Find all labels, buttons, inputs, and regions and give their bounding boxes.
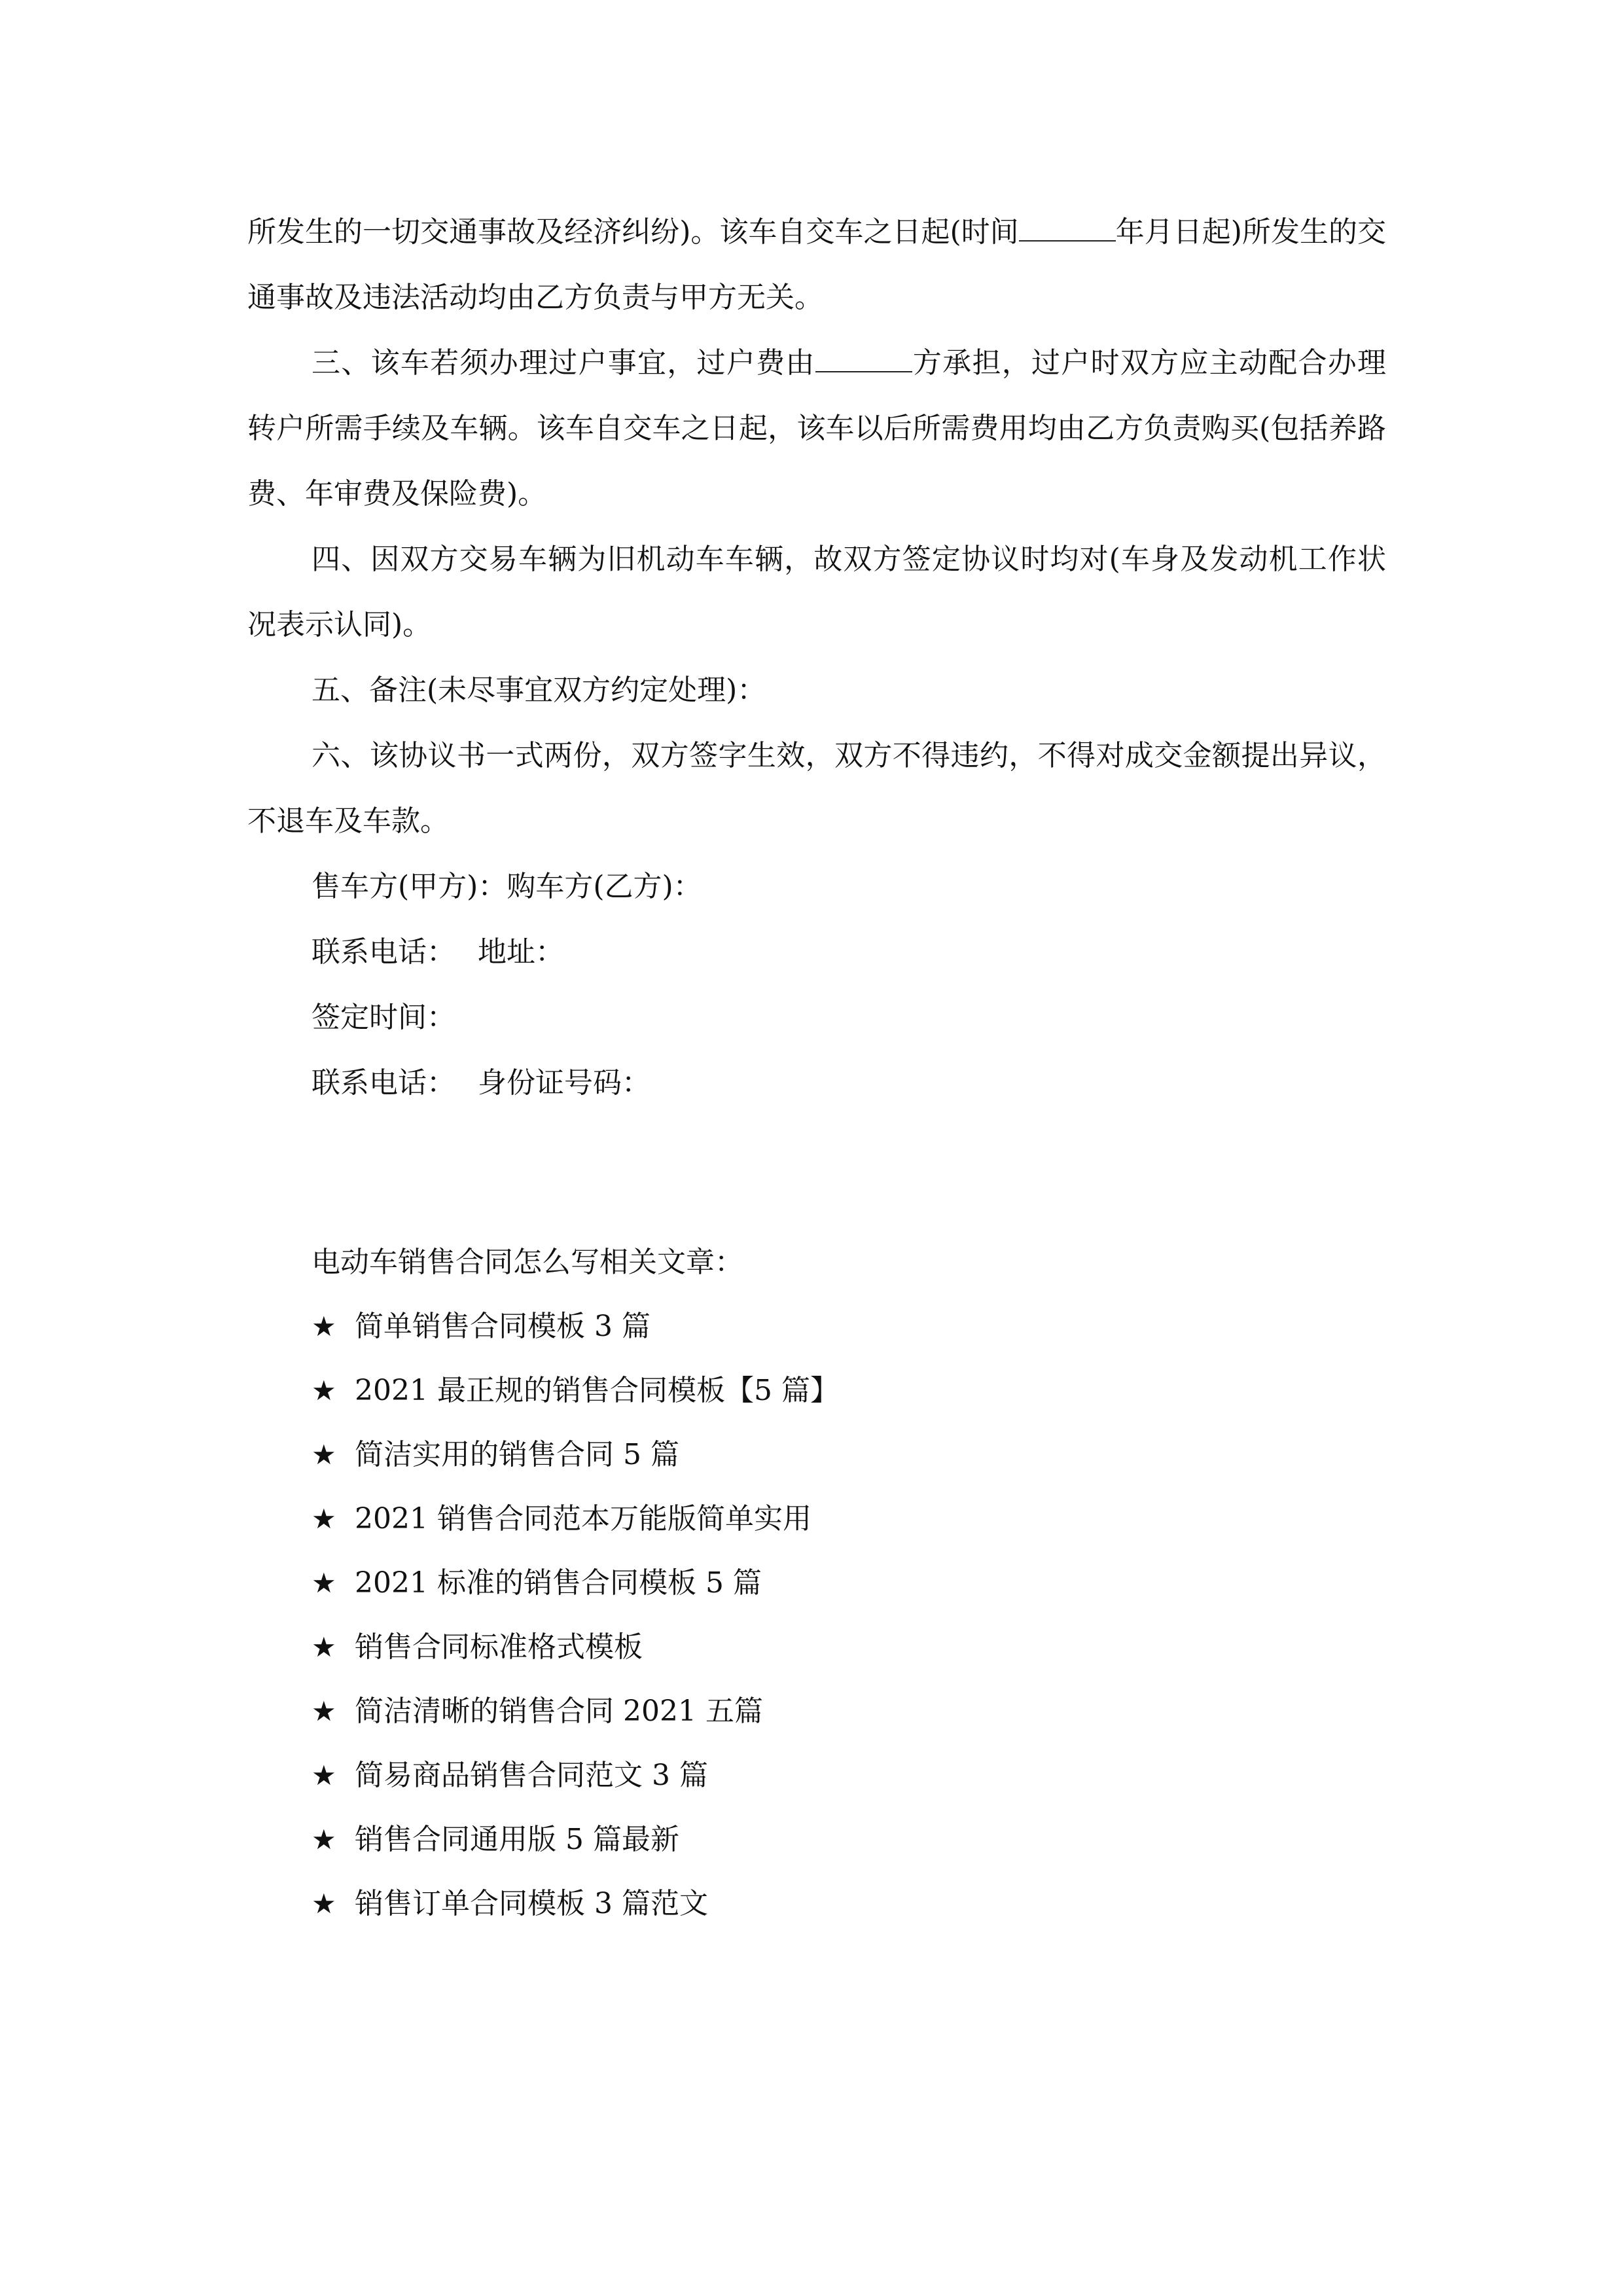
related-article-link[interactable]: 销售合同通用版 5 篇最新 (355, 1823, 679, 1856)
related-article-item[interactable] (312, 1295, 1385, 1359)
star-icon: ★ (312, 1567, 336, 1599)
related-article-link[interactable]: 2021 最正规的销售合同模板【5 篇】 (355, 1374, 839, 1407)
phone-label-1: 联系电话： (312, 935, 455, 969)
clause-liability-part1: 所发生的一切交通事故及经济纠纷)。该车自交车之日起(时间 (247, 215, 1019, 249)
clause-transfer-part1: 三、该车若须办理过户事宜，过户费由 (312, 346, 815, 380)
star-icon: ★ (312, 1310, 336, 1342)
related-article-link[interactable]: 简洁实用的销售合同 5 篇 (355, 1438, 679, 1471)
related-article-link[interactable]: 简单销售合同模板 3 篇 (355, 1310, 651, 1343)
related-article-link[interactable]: 销售合同标准格式模板 (355, 1630, 643, 1664)
related-article-link[interactable]: 简洁清晰的销售合同 2021 五篇 (355, 1695, 763, 1728)
related-article-item[interactable] (312, 1615, 1385, 1679)
related-articles-title: 电动车销售合同怎么写相关文章： (312, 1246, 743, 1279)
id-number-label: 身份证号码： (478, 1066, 651, 1100)
clause-transfer (247, 331, 1386, 527)
related-article-item[interactable] (312, 1808, 1385, 1872)
related-articles (312, 1230, 1385, 1936)
related-article-item[interactable] (312, 1359, 1385, 1423)
clause-remarks: 五、备注(未尽事宜双方约定处理)： (312, 673, 766, 707)
clause-transfer-part2: 方承担，过户时双方应主动配合办理转户所需手续及车辆。该车自交车之日起，该车以后所需费用均由乙方负责购买(包括养路费、年审费及保险费)。 (247, 346, 1387, 511)
clause-vehicle-condition: 四、因双方交易车辆为旧机动车车辆，故双方签定协议时均对(车身及发动机工作状况表示认同)。 (247, 543, 1386, 641)
fee-party-blank (815, 349, 912, 372)
related-article-link[interactable]: 销售订单合同模板 3 篇范文 (355, 1887, 708, 1920)
related-articles-list (312, 1295, 1385, 1936)
related-article-item[interactable] (312, 1744, 1385, 1808)
related-article-link[interactable]: 2021 标准的销售合同模板 5 篇 (355, 1566, 762, 1600)
related-article-item[interactable] (312, 1679, 1385, 1744)
clause-copies: 六、该协议书一式两份，双方签字生效，双方不得违约，不得对成交金额提出异议，不退车及车款。 (247, 739, 1386, 838)
star-icon: ★ (312, 1439, 336, 1471)
related-article-item[interactable] (312, 1423, 1385, 1487)
address-label: 地址： (478, 935, 564, 969)
signature-date: 签定时间： (312, 1001, 455, 1034)
clause-liability-part2: 年月日起)所发生的交通事故及违法活动均由乙方负责与甲方无关。 (247, 215, 1386, 314)
star-icon: ★ (312, 1823, 336, 1856)
star-icon: ★ (312, 1631, 336, 1663)
related-article-item[interactable] (312, 1872, 1385, 1936)
signature-contact-row-2 (247, 1050, 1386, 1116)
related-article-link[interactable]: 简易商品销售合同范文 3 篇 (355, 1759, 708, 1792)
star-icon: ★ (312, 1759, 336, 1791)
star-icon: ★ (312, 1374, 336, 1407)
related-article-link[interactable]: 2021 销售合同范本万能版简单实用 (355, 1502, 812, 1535)
star-icon: ★ (312, 1888, 336, 1920)
related-article-item[interactable] (312, 1487, 1385, 1551)
star-icon: ★ (312, 1695, 336, 1727)
star-icon: ★ (312, 1503, 336, 1535)
date-blank (1019, 218, 1116, 242)
contract-body (247, 200, 1386, 1116)
clause-liability (247, 200, 1386, 331)
related-article-item[interactable] (312, 1551, 1385, 1615)
phone-label-2: 联系电话： (312, 1066, 455, 1100)
signature-contact-row-1 (247, 920, 1386, 985)
signature-parties: 售车方(甲方)：购车方(乙方)： (312, 870, 702, 903)
